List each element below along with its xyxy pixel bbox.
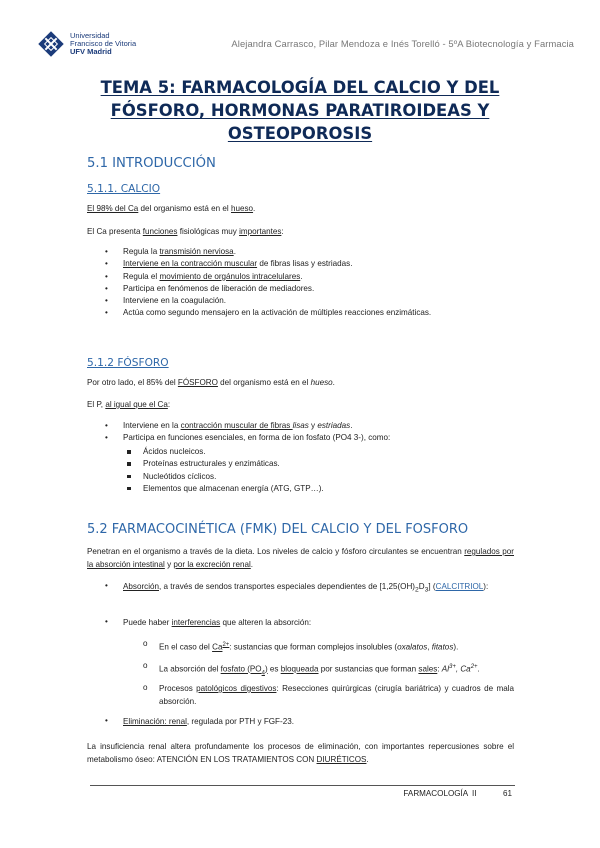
text-span: 2+ (470, 664, 478, 670)
text-span: ) (264, 664, 268, 674)
text-span: . (300, 271, 303, 281)
list-item (105, 295, 431, 307)
bullet-icon: • (105, 716, 108, 725)
text-span: . (233, 247, 236, 256)
text-span: 3 (424, 586, 429, 594)
text-span: Por otro lado, el 85% del (87, 378, 178, 387)
text-span: hueso (230, 204, 254, 213)
fosforo-paragraph-1 (87, 377, 335, 389)
text-span: D (418, 582, 425, 591)
university-logo (37, 26, 147, 62)
text-span: Interviene en la (123, 421, 181, 430)
text-span: ] ( (428, 582, 436, 591)
text-span: Penetran en el organismo a través de la dieta. Los niveles de calcio y fósforo circulantes se encuentran (87, 547, 465, 556)
text-span: importantes (239, 227, 282, 236)
text-span: El 98% del Ca (87, 204, 139, 213)
text-span: patológicos digestivos (196, 684, 277, 693)
text-span: Actúa como segundo mensajero en la activación de múltiples reacciones enzimáticas. (123, 308, 432, 318)
list-item (105, 258, 431, 270)
bullet-icon: • (105, 308, 108, 318)
fosforo-paragraph-2 (87, 399, 170, 411)
square-bullet-icon (127, 475, 131, 479)
text-span: . (477, 664, 480, 674)
section-heading-5-2: 5.2 FARMACOCINÉTICA (FMK) DEL CALCIO Y DEL FOSFORO (87, 522, 469, 537)
square-bullet-icon (127, 487, 131, 491)
text-span: Participa en funciones esenciales, en forma de ion fosfato (PO4 3-), como: (123, 433, 391, 443)
logo-emblem-icon (37, 30, 65, 58)
fosforo-functions-list (105, 420, 390, 445)
fmk-paragraph-2 (87, 740, 514, 766)
page-title: TEMA 5: FARMACOLOGÍA DEL CALCIO Y DEL FÓSFORO, HORMONAS PARATIROIDEAS Y OSTEOPOROSIS (100, 78, 500, 143)
text-span: Interviene en la contracción muscular (123, 259, 258, 269)
bullet-icon: • (105, 271, 108, 281)
list-item (105, 420, 390, 432)
interferencias-item (123, 617, 311, 630)
text-span: es (267, 664, 281, 674)
text-span: del organismo está en el (138, 204, 231, 213)
calcio-functions-list (105, 246, 431, 320)
text-span: interferencias (171, 618, 221, 627)
text-span: lisas (292, 421, 309, 430)
text-span: ). (453, 642, 459, 652)
bullet-icon: • (105, 617, 108, 626)
text-span: . (250, 560, 254, 569)
text-span: transmisión nerviosa (159, 247, 234, 256)
text-span: Regula el (123, 271, 160, 281)
subsection-heading-calcio: 5.1.1. CALCIO (87, 183, 161, 195)
text-span: regulados por la absorción intestinal (87, 547, 514, 569)
text-span: Ca (212, 642, 223, 652)
text-span: Interviene en la coagulación. (123, 296, 227, 306)
logo-line-3: UFV Madrid (70, 47, 112, 56)
bullet-icon: • (105, 283, 108, 293)
list-item (105, 246, 431, 258)
text-span: 3+ (449, 664, 456, 670)
list-item (127, 483, 324, 495)
bullet-icon: • (105, 581, 108, 590)
bullet-icon: • (105, 296, 108, 306)
bullet-icon: • (105, 421, 108, 430)
bullet-icon: • (105, 259, 108, 269)
text-span: : (437, 664, 442, 674)
text-span: fitatos (431, 642, 454, 652)
fmk-paragraph-1 (87, 545, 514, 571)
text-span: estriadas (317, 421, 351, 430)
interferencia-fosfato-item (159, 661, 480, 680)
section-heading-5-1: 5.1 INTRODUCCIÓN (87, 156, 216, 171)
footer (403, 789, 512, 798)
text-span: : Resecciones quirúrgicas (cirugía bariátrica) y cuadros de mala absorción. (159, 684, 515, 706)
absorcion-item (123, 581, 514, 597)
list-item (127, 446, 324, 458)
text-span: de fibras lisas y estriadas. (257, 259, 353, 269)
circle-bullet-icon: o (143, 639, 148, 648)
fosforo-sub-list (127, 446, 324, 495)
circle-bullet-icon: o (143, 661, 148, 670)
text-span: En el caso del (159, 642, 213, 652)
text-span: Procesos (159, 684, 197, 693)
text-span: movimiento de orgánulos intracelulares (159, 271, 301, 281)
text-span: del organismo está en el (217, 378, 311, 387)
text-span: Al (441, 664, 449, 674)
text-span: , a través de sendos transportes especiales dependientes de [1,25(OH) (159, 582, 416, 591)
calcio-paragraph-2 (87, 226, 284, 238)
text-span: Absorción (123, 582, 159, 591)
list-item (105, 432, 390, 444)
text-span: fosfato (PO (220, 664, 262, 674)
text-span: Participa en fenómenos de liberación de mediadores. (123, 283, 315, 293)
footer-subject: FARMACOLOGÍA II (403, 789, 477, 798)
list-item (105, 271, 431, 283)
logo-line-1: Universidad (70, 31, 110, 40)
circle-bullet-icon: o (143, 683, 148, 692)
page-number: 61 (502, 789, 512, 798)
text-span: y (308, 421, 318, 430)
text-span: FÓSFORO (177, 378, 218, 387)
text-span: Nucleótidos cíclicos. (143, 471, 217, 481)
text-span: , Ca (455, 664, 471, 674)
text-span: La insuficiencia renal altera profundamente los procesos de eliminación, con importantes repercusiones sobre el metabolismo óseo: ATENCIÓN EN LOS TRATAMIENTOS CON (87, 742, 514, 764)
text-span: hueso (310, 378, 333, 387)
text-span: . (350, 421, 353, 430)
eliminacion-item (123, 716, 294, 729)
text-span: La absorción del (159, 664, 221, 674)
calcitriol-link[interactable]: CALCITRIOL (435, 582, 484, 591)
text-span: oxalatos (397, 642, 428, 652)
text-span: fisiológicas muy (177, 227, 240, 236)
list-item (127, 471, 324, 483)
text-span: por sustancias que forman (318, 664, 419, 674)
text-span: : (167, 400, 171, 409)
text-span: : (281, 227, 284, 236)
text-span: Elementos que almacenan energía (ATG, GTP…). (143, 483, 324, 493)
text-span: Regula la (123, 247, 160, 256)
text-span: contracción muscular de fibras (180, 421, 293, 430)
logo-line-2: Francisco de Vitoria (70, 39, 137, 48)
text-span: 4 (261, 670, 265, 677)
text-span: , (427, 642, 432, 652)
text-span: , regulada por PTH y FGF-23. (186, 717, 294, 726)
text-span: Ácidos nucleicos. (143, 447, 206, 456)
square-bullet-icon (127, 462, 131, 466)
bullet-icon: • (105, 247, 108, 256)
calcio-paragraph-1 (87, 203, 255, 215)
text-span: funciones (142, 227, 178, 236)
text-span: . (332, 378, 335, 387)
list-item (127, 458, 324, 470)
text-span: 2+ (222, 642, 230, 648)
text-span: Eliminación: renal (123, 717, 187, 726)
interferencia-calcio-item (159, 639, 458, 654)
text-span: por la excreción renal (173, 560, 251, 569)
subsection-heading-fosforo: 5.1.2 FÓSFORO (87, 357, 169, 369)
list-item (105, 283, 431, 295)
logo-text (70, 32, 136, 56)
bullet-icon: • (105, 433, 108, 443)
text-span: que alteren la absorción: (220, 618, 312, 627)
text-span: al igual que el Ca (105, 400, 168, 409)
text-span: : sustancias que forman complejos insolubles ( (229, 642, 398, 652)
text-span: bloqueada (280, 664, 319, 674)
list-item (105, 307, 431, 319)
text-span: . (253, 204, 256, 213)
text-span: Proteínas estructurales y enzimáticas. (143, 459, 280, 469)
footer-rule (90, 785, 515, 786)
text-span: Puede haber (123, 618, 172, 627)
header-authors: Alejandra Carrasco, Pilar Mendoza e Inés Torelló - 5ºA Biotecnología y Farmacia (231, 38, 574, 49)
text-span: . (366, 755, 369, 764)
text-span: y (164, 560, 174, 569)
text-span: sales (418, 664, 438, 674)
text-span: 2 (415, 586, 419, 594)
text-span: DIURÉTICOS (316, 755, 367, 764)
interferencia-procesos-item (159, 683, 514, 708)
text-span: ): (483, 582, 489, 591)
text-span: El P, (87, 400, 106, 409)
text-span: El Ca presenta (87, 227, 143, 236)
square-bullet-icon (127, 450, 131, 454)
